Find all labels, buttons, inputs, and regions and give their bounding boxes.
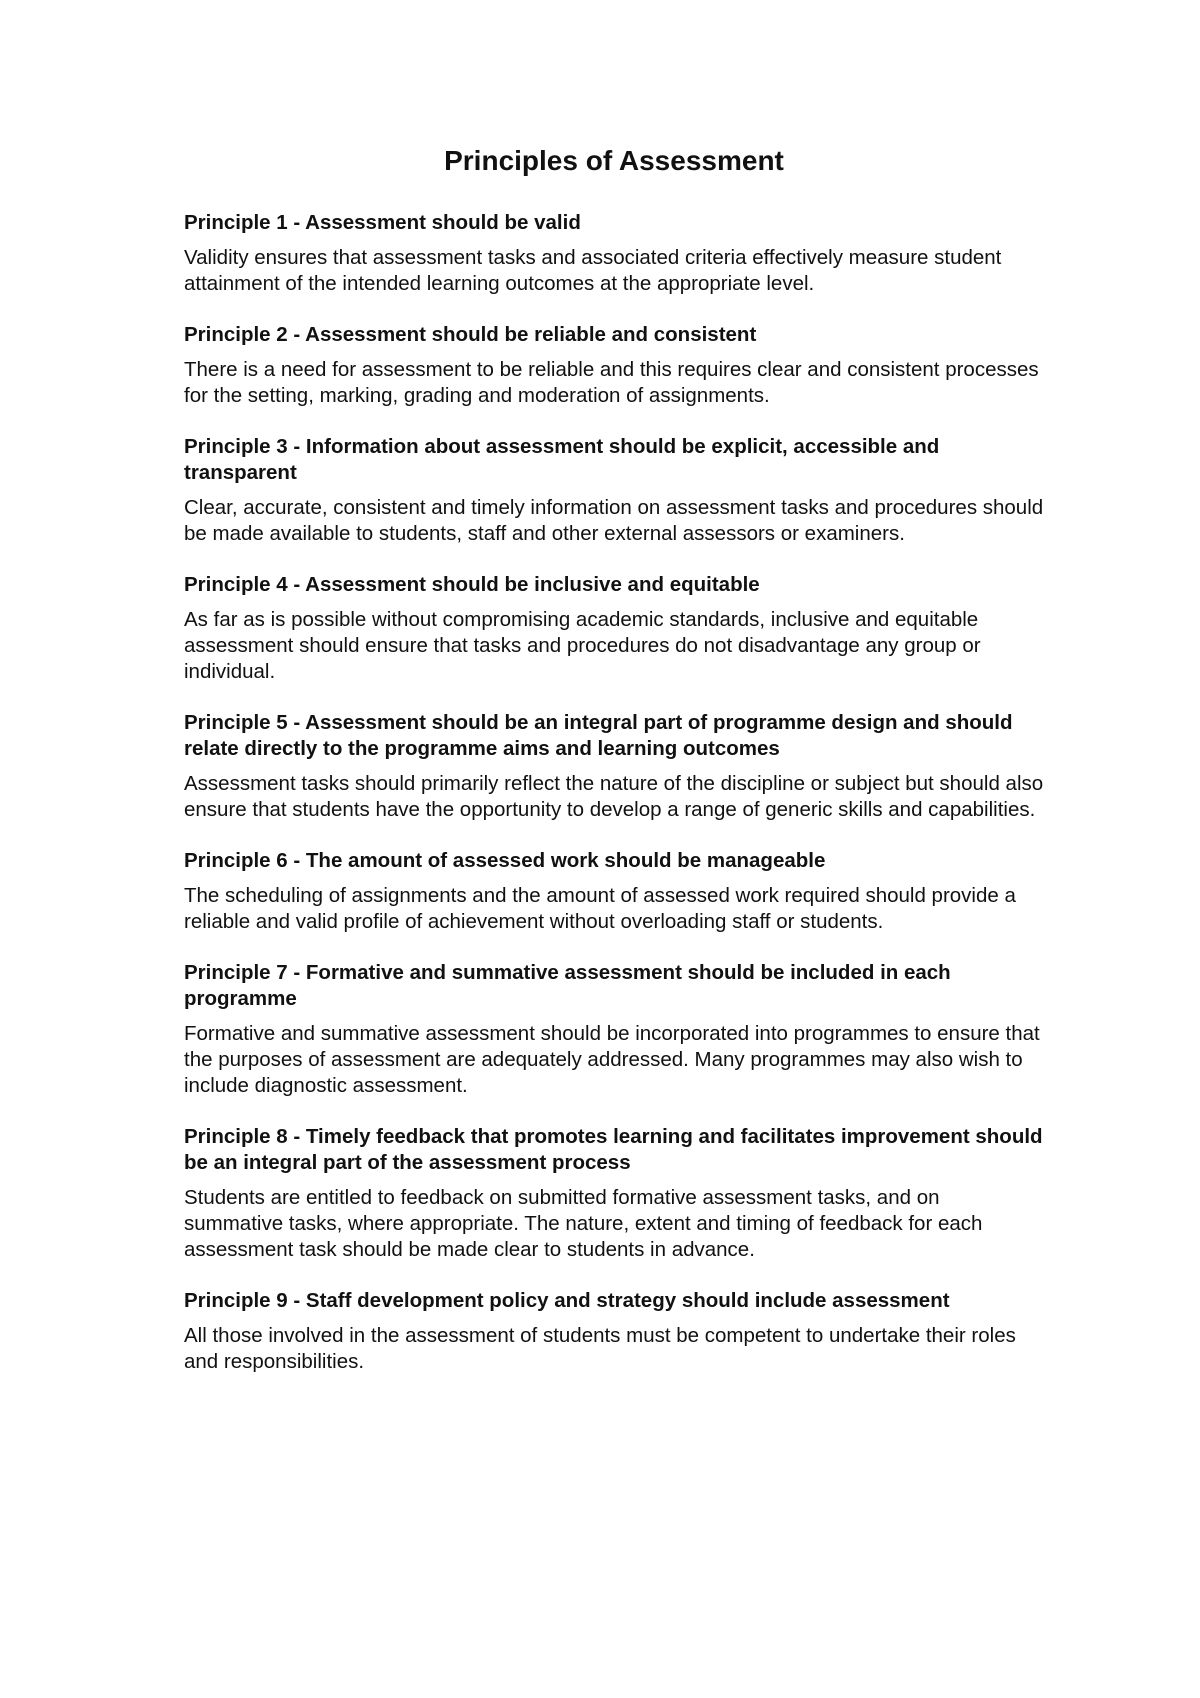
principle-heading: Principle 7 - Formative and summative assessment should be included in each programme (184, 961, 951, 1010)
principle-9 (184, 1288, 1044, 1375)
principle-body: Assessment tasks should primarily reflect the nature of the discipline or subject but should also ensure that students have the opportunity to develop a range of generic skills and capabilities. (184, 772, 1044, 821)
document-content (184, 144, 1044, 1400)
principle-3 (184, 434, 1044, 547)
principle-heading: Principle 4 - Assessment should be inclusive and equitable (184, 573, 760, 596)
principle-body: All those involved in the assessment of students must be competent to undertake their roles and responsibilities. (184, 1324, 1016, 1373)
principle-heading: Principle 5 - Assessment should be an integral part of programme design and should relate directly to the programme aims and learning outcomes (184, 711, 1013, 760)
principle-body: As far as is possible without compromising academic standards, inclusive and equitable assessment should ensure that tasks and procedures do not disadvantage any group or individual. (184, 608, 981, 683)
principle-heading: Principle 1 - Assessment should be valid (184, 211, 581, 234)
principle-heading: Principle 3 - Information about assessment should be explicit, accessible and transparent (184, 435, 940, 484)
principle-5 (184, 710, 1044, 823)
principle-heading: Principle 2 - Assessment should be reliable and consistent (184, 323, 757, 346)
principle-body: The scheduling of assignments and the amount of assessed work required should provide a reliable and valid profile of achievement without overloading staff or students. (184, 884, 1016, 933)
principle-body: There is a need for assessment to be reliable and this requires clear and consistent processes for the setting, marking, grading and moderation of assignments. (184, 358, 1039, 407)
principle-heading: Principle 9 - Staff development policy and strategy should include assessment (184, 1289, 950, 1312)
principle-heading: Principle 6 - The amount of assessed work should be manageable (184, 849, 826, 872)
principle-4 (184, 572, 1044, 685)
principle-body: Clear, accurate, consistent and timely information on assessment tasks and procedures should be made available to students, staff and other external assessors or examiners. (184, 496, 1044, 545)
principle-1 (184, 210, 1044, 297)
principle-7 (184, 960, 1044, 1099)
page-title: Principles of Assessment (444, 145, 784, 176)
principle-body: Validity ensures that assessment tasks and associated criteria effectively measure student attainment of the intended learning outcomes at the appropriate level. (184, 246, 1002, 295)
principle-6 (184, 848, 1044, 935)
principle-body: Students are entitled to feedback on submitted formative assessment tasks, and on summative tasks, where appropriate. The nature, extent and timing of feedback for each assessment task should be made clear to students in advance. (184, 1186, 983, 1261)
principle-body: Formative and summative assessment should be incorporated into programmes to ensure that the purposes of assessment are adequately addressed. Many programmes may also wish to include diagnostic assessment. (184, 1022, 1040, 1097)
principle-heading: Principle 8 - Timely feedback that promotes learning and facilitates improvement should be an integral part of the assessment process (184, 1125, 1043, 1174)
principle-8 (184, 1124, 1044, 1263)
principle-2 (184, 322, 1044, 409)
